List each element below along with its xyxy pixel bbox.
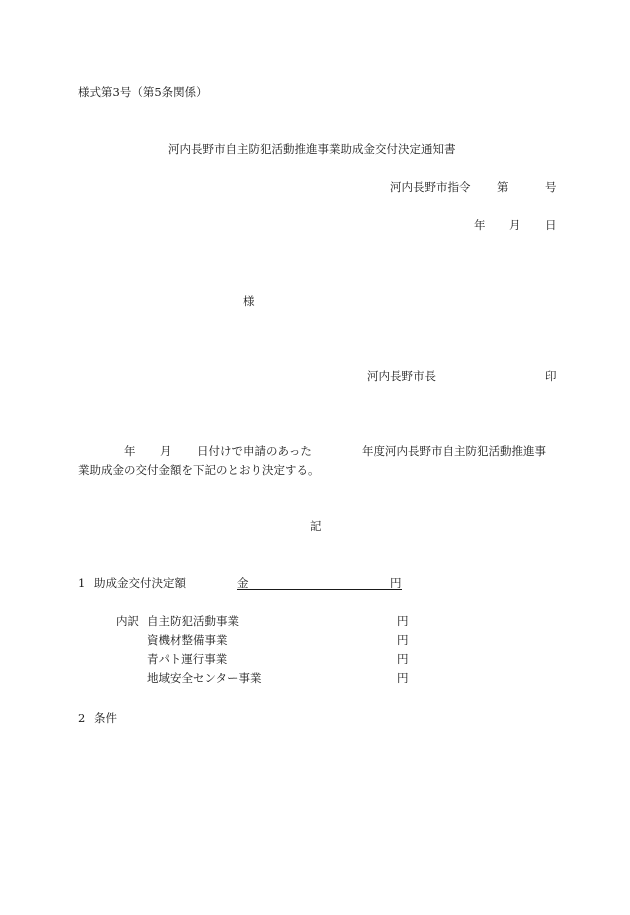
amount-underline <box>237 589 402 590</box>
item1-label: 助成金交付決定額 <box>94 576 186 590</box>
breakdown-row-name: 自主防犯活動事業 <box>147 614 239 628</box>
reference-go: 号 <box>545 180 557 194</box>
body-text-2: 年度河内長野市自主防犯活動推進事 <box>362 444 546 458</box>
breakdown-row-yen: 円 <box>397 652 409 666</box>
breakdown-row-yen: 円 <box>397 633 409 647</box>
reference-prefix: 河内長野市指令 <box>390 180 471 194</box>
item2-number: 2 <box>78 711 86 725</box>
item2-label: 条件 <box>94 711 117 725</box>
document-title: 河内長野市自主防犯活動推進事業助成金交付決定通知書 <box>168 142 456 156</box>
date-day: 日 <box>545 218 557 232</box>
item1-yen: 円 <box>390 576 402 590</box>
item1-number: 1 <box>78 576 86 590</box>
breakdown-row-name: 地域安全センター事業 <box>147 671 262 685</box>
breakdown-label: 内訳 <box>116 614 139 628</box>
body-text-1: 日付けで申請のあった <box>197 444 312 458</box>
body-year: 年 <box>124 444 136 458</box>
date-month: 月 <box>509 218 521 232</box>
date-year: 年 <box>474 218 486 232</box>
issuer-name: 河内長野市長 <box>367 369 436 383</box>
body-line-2: 業助成金の交付金額を下記のとおり決定する。 <box>78 463 320 477</box>
form-label: 様式第3号（第5条関係） <box>78 85 208 99</box>
body-month: 月 <box>160 444 172 458</box>
issuer-seal: 印 <box>545 369 557 383</box>
item1-kin: 金 <box>237 576 249 590</box>
breakdown-row-name: 資機材整備事業 <box>147 633 228 647</box>
reference-dai: 第 <box>497 180 509 194</box>
breakdown-row-yen: 円 <box>397 614 409 628</box>
breakdown-row-name: 青パト運行事業 <box>147 652 228 666</box>
ki-heading: 記 <box>310 519 322 533</box>
breakdown-row-yen: 円 <box>397 671 409 685</box>
recipient-honorific: 様 <box>243 294 255 308</box>
